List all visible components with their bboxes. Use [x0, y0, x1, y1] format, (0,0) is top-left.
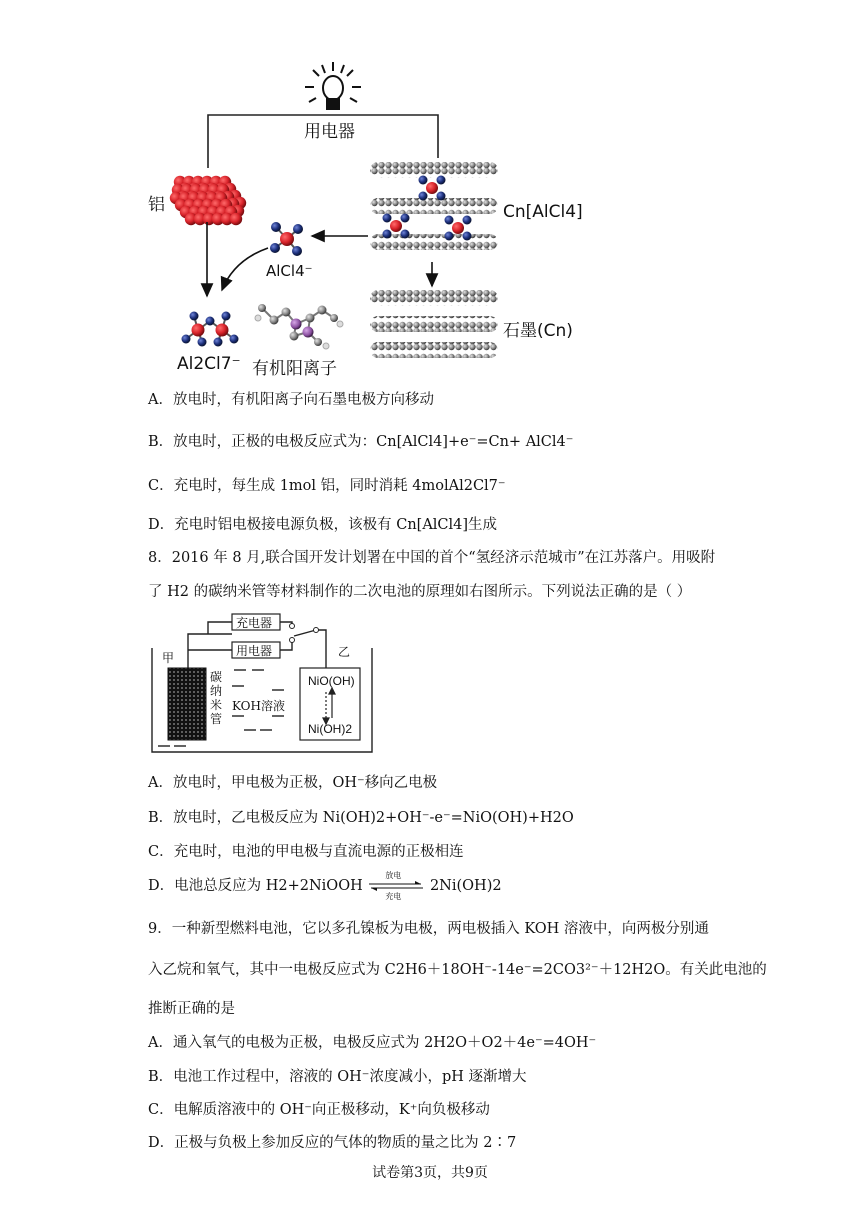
cn-alcl4-label: Cn[AlCl4]: [503, 202, 583, 222]
q8-option-d: [148, 871, 502, 901]
nanotube-label: 碳纳米管: [210, 670, 223, 726]
ni-oh2-label: Ni(OH)2: [308, 722, 352, 736]
nio-oh-label: NiO(OH): [308, 674, 355, 688]
q9-stem-line-3: 推断正确的是: [148, 1001, 235, 1017]
organic-cation-molecule: [255, 304, 343, 349]
aluminum-atom: [230, 213, 242, 225]
q9-option-b: B．电池工作过程中，溶液的 OH⁻浓度减小，pH 逐渐增大: [148, 1069, 527, 1085]
q8-option-b: B．放电时，乙电极反应为 Ni(OH)2+OH⁻-e⁻=NiO(OH)+H2O: [148, 810, 574, 826]
q7-option-a: A．放电时，有机阳离子向石墨电极方向移动: [148, 392, 434, 408]
alcl4-molecule: [270, 222, 303, 256]
q8-stem-line-2: 了 H2 的碳纳米管等材料制作的二次电池的原理如右图所示。下列说法正确的是（ ）: [148, 584, 692, 600]
q7-option-c: C．充电时，每生成 1mol 铝，同时消耗 4molAl2Cl7⁻: [148, 478, 506, 494]
al2cl7-molecule: [182, 312, 239, 347]
electrode-jia-label: 甲: [162, 651, 175, 665]
q7-option-d: D．充电时铝电极接电源负极，该极有 Cn[AlCl4]生成: [148, 517, 498, 533]
q9-stem-line-2: 入乙烷和氧气，其中一电极反应式为 C2H6＋18OH⁻-14e⁻=2CO3²⁻＋12H2O。有关此电池的: [148, 962, 767, 978]
carbon-nanotube-electrode: [168, 668, 206, 740]
device-label: 用电器: [304, 122, 355, 142]
q9-option-d: D．正极与负极上参加反应的气体的物质的量之比为 2∶7: [148, 1135, 517, 1151]
battery-figure-1: [0, 0, 860, 380]
q8-option-c: C．充电时，电池的甲电极与直流电源的正极相连: [148, 844, 464, 860]
q8-stem-line-1: 8．2016 年 8 月,联合国开发计划署在中国的首个“氢经济示范城市”在江苏落户。用吸附: [148, 550, 716, 566]
arrow-bottom-label: 充电: [385, 892, 402, 901]
q8-option-a: A．放电时，甲电极为正极，OH⁻移向乙电极: [148, 775, 438, 791]
light-bulb-icon: [305, 62, 361, 110]
organic-cation-label: 有机阳离子: [252, 359, 337, 379]
charger-label: 充电器: [236, 616, 273, 630]
al2cl7-label: Al2Cl7⁻: [177, 354, 241, 374]
q8-option-d-prefix: D．电池总反应为 H2+2NiOOH: [148, 878, 363, 894]
electrolyte-label: KOH溶液: [232, 699, 285, 713]
q9-stem-line-1: 9．一种新型燃料电池，它以多孔镍板为电极，两电极插入 KOH 溶液中，向两极分别通: [148, 921, 709, 937]
page-footer: 试卷第3页，共9页: [372, 1165, 488, 1181]
reversible-arrow: [367, 871, 425, 901]
alcl4-ion-label: AlCl4⁻: [266, 262, 313, 280]
q9-option-a: A．通入氧气的电极为正极，电极反应式为 2H2O＋O2＋4e⁻=4OH⁻: [148, 1035, 597, 1051]
aluminum-label: 铝: [148, 195, 165, 215]
graphite-label: 石墨(Cn): [503, 321, 573, 341]
electrode-yi-label: 乙: [338, 645, 351, 659]
q7-option-b: B．放电时，正极的电极反应式为：Cn[AlCl4]+e⁻=Cn+ AlCl4⁻: [148, 434, 574, 450]
q9-option-c: C．电解质溶液中的 OH⁻向正极移动，K⁺向负极移动: [148, 1102, 490, 1118]
arrow-top-label: 放电: [385, 871, 402, 880]
q8-option-d-suffix: 2Ni(OH)2: [429, 878, 502, 894]
device-label-2: 用电器: [236, 644, 273, 658]
aluminum-electrode: [170, 176, 246, 225]
graphite-electrode: [370, 290, 498, 358]
reaction-arrows: [207, 222, 432, 296]
